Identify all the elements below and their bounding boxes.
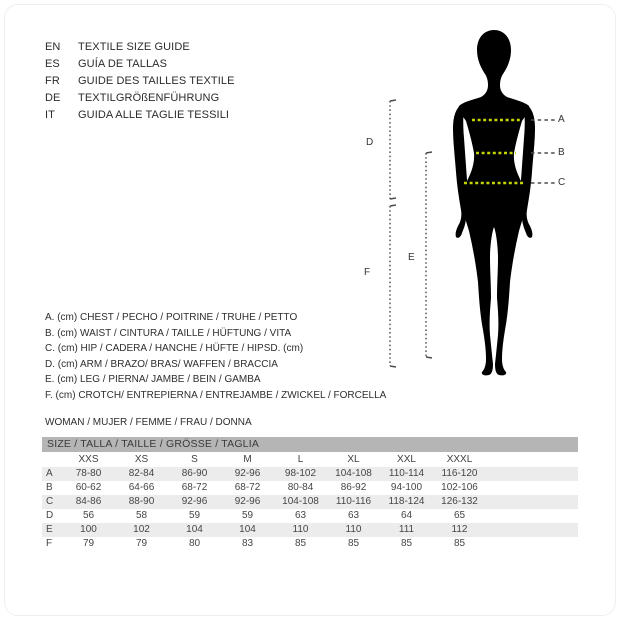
size-table-title: SIZE / TALLA / TAILLE / GRÖSSE / TAGLIA <box>42 437 578 452</box>
size-value-cell: 102 <box>133 524 150 535</box>
language-label: TEXTILE SIZE GUIDE <box>78 41 190 53</box>
size-table <box>42 437 578 551</box>
size-value-cell: 86-92 <box>340 482 367 493</box>
size-table-row <box>42 537 578 551</box>
figure-area <box>360 18 600 388</box>
size-value-cell: 86-90 <box>181 468 208 479</box>
size-table-row <box>42 523 578 537</box>
size-row-label: E <box>46 524 53 535</box>
gender-line: WOMAN / MUJER / FEMME / FRAU / DONNA <box>45 417 252 428</box>
size-value-cell: 65 <box>453 510 466 521</box>
legend-line: C. (cm) HIP / CADERA / HANCHE / HÜFTE / HIPSD. (cm) <box>45 343 304 355</box>
size-value-cell: 104-108 <box>335 468 372 479</box>
size-value-cell: 78-80 <box>75 468 102 479</box>
size-table-row <box>42 467 578 481</box>
size-value-cell: 98-102 <box>284 468 317 479</box>
language-code: IT <box>45 109 55 121</box>
size-value-cell: 59 <box>188 510 201 521</box>
woman-silhouette-arm-left <box>453 104 468 238</box>
size-row-label: B <box>46 482 53 493</box>
crotch-measure-line <box>390 205 396 367</box>
size-value-cell: 111 <box>398 524 415 535</box>
size-table-row <box>42 495 578 509</box>
language-code: FR <box>45 75 60 87</box>
size-value-cell: 79 <box>135 538 148 549</box>
size-table-filler-cell <box>486 495 578 509</box>
size-table-filler-cell <box>486 509 578 523</box>
size-value-cell: 110 <box>345 524 362 535</box>
size-row-label: D <box>46 510 54 521</box>
size-value-cell: 85 <box>453 538 466 549</box>
size-value-cell: 118-124 <box>388 496 425 507</box>
size-value-cell: 104 <box>239 524 256 535</box>
size-value-cell: 92-96 <box>181 496 208 507</box>
size-value-cell: 94-100 <box>390 482 423 493</box>
size-column-header: XXXL <box>446 454 473 465</box>
language-code: ES <box>45 58 60 70</box>
size-row-label: C <box>46 496 54 507</box>
language-code: EN <box>45 41 61 53</box>
size-column-header: XXS <box>78 454 99 465</box>
size-table-filler-cell <box>486 452 578 467</box>
size-column-header: XXL <box>397 454 416 465</box>
size-value-cell: 63 <box>347 510 360 521</box>
language-label: GUÍA DE TALLAS <box>78 58 168 70</box>
size-table-row <box>42 481 578 495</box>
language-code: DE <box>45 92 61 104</box>
size-value-cell: 110-114 <box>388 468 425 479</box>
size-row-label: A <box>46 468 53 479</box>
size-value-cell: 88-90 <box>128 496 155 507</box>
leg-measure-line <box>426 152 432 358</box>
size-value-cell: 110-116 <box>335 496 372 507</box>
size-value-cell: 92-96 <box>234 496 261 507</box>
size-table-filler-cell <box>486 467 578 481</box>
size-table-header-row <box>42 452 578 467</box>
size-row-label: F <box>46 538 53 549</box>
size-table-filler-cell <box>486 481 578 495</box>
size-value-cell: 64-66 <box>128 482 155 493</box>
legend-line: D. (cm) ARM / BRAZO/ BRAS/ WAFFEN / BRACCIA <box>45 358 278 370</box>
language-list <box>45 39 235 124</box>
measure-label-waist: B <box>558 147 565 158</box>
size-value-cell: 116-120 <box>441 468 478 479</box>
size-value-cell: 110 <box>292 524 309 535</box>
size-value-cell: 80 <box>188 538 201 549</box>
size-value-cell: 102-106 <box>441 482 478 493</box>
size-value-cell: 60-62 <box>75 482 102 493</box>
size-value-cell: 84-86 <box>75 496 102 507</box>
size-table-corner-cell <box>42 452 62 467</box>
size-value-cell: 58 <box>135 510 148 521</box>
size-value-cell: 56 <box>82 510 95 521</box>
size-value-cell: 63 <box>294 510 307 521</box>
language-label: TEXTILGRÖßENFÜHRUNG <box>78 92 220 104</box>
measure-label-arm: D <box>366 137 374 148</box>
size-column-header: M <box>243 454 252 465</box>
measure-label-hip: C <box>558 177 566 188</box>
legend-line: B. (cm) WAIST / CINTURA / TAILLE / HÜFTUNG / VITA <box>45 327 292 339</box>
size-column-header: S <box>191 454 198 465</box>
woman-silhouette <box>459 30 530 375</box>
size-value-cell: 79 <box>82 538 95 549</box>
size-value-cell: 85 <box>294 538 307 549</box>
size-column-header: XS <box>134 454 149 465</box>
woman-silhouette-figure <box>360 18 600 388</box>
size-column-header: XL <box>347 454 360 465</box>
size-column-header: L <box>297 454 304 465</box>
size-value-cell: 112 <box>451 524 468 535</box>
size-value-cell: 92-96 <box>234 468 261 479</box>
language-row <box>45 56 235 73</box>
measure-label-chest: A <box>558 114 565 125</box>
language-row <box>45 73 235 90</box>
woman-silhouette-arm-right <box>520 104 535 238</box>
language-row <box>45 39 235 56</box>
size-value-cell: 85 <box>400 538 413 549</box>
size-value-cell: 68-72 <box>234 482 261 493</box>
measurement-legend <box>45 310 386 404</box>
measure-label-leg: E <box>408 252 415 263</box>
size-value-cell: 59 <box>241 510 254 521</box>
size-value-cell: 126-132 <box>441 496 478 507</box>
size-value-cell: 82-84 <box>128 468 155 479</box>
language-row <box>45 90 235 107</box>
size-table-row <box>42 509 578 523</box>
language-label: GUIDE DES TAILLES TEXTILE <box>78 75 235 87</box>
size-value-cell: 80-84 <box>287 482 314 493</box>
legend-line: E. (cm) LEG / PIERNA/ JAMBE / BEIN / GAMBA <box>45 374 261 386</box>
language-label: GUIDA ALLE TAGLIE TESSILI <box>78 109 230 121</box>
size-value-cell: 104 <box>186 524 203 535</box>
size-value-cell: 83 <box>241 538 254 549</box>
measure-label-crotch: F <box>364 267 371 278</box>
size-table-filler-cell <box>486 537 578 551</box>
language-row <box>45 107 235 124</box>
legend-line: F. (cm) CROTCH/ ENTREPIERNA / ENTREJAMBE / ZWICKEL / FORCELLA <box>45 389 387 401</box>
size-table-filler-cell <box>486 523 578 537</box>
arm-measure-line <box>390 100 396 199</box>
size-value-cell: 64 <box>400 510 413 521</box>
size-value-cell: 68-72 <box>181 482 208 493</box>
size-value-cell: 104-108 <box>282 496 319 507</box>
size-value-cell: 100 <box>80 524 97 535</box>
legend-line: A. (cm) CHEST / PECHO / POITRINE / TRUHE / PETTO <box>45 312 298 323</box>
size-value-cell: 85 <box>347 538 360 549</box>
size-table-grid <box>42 452 578 551</box>
